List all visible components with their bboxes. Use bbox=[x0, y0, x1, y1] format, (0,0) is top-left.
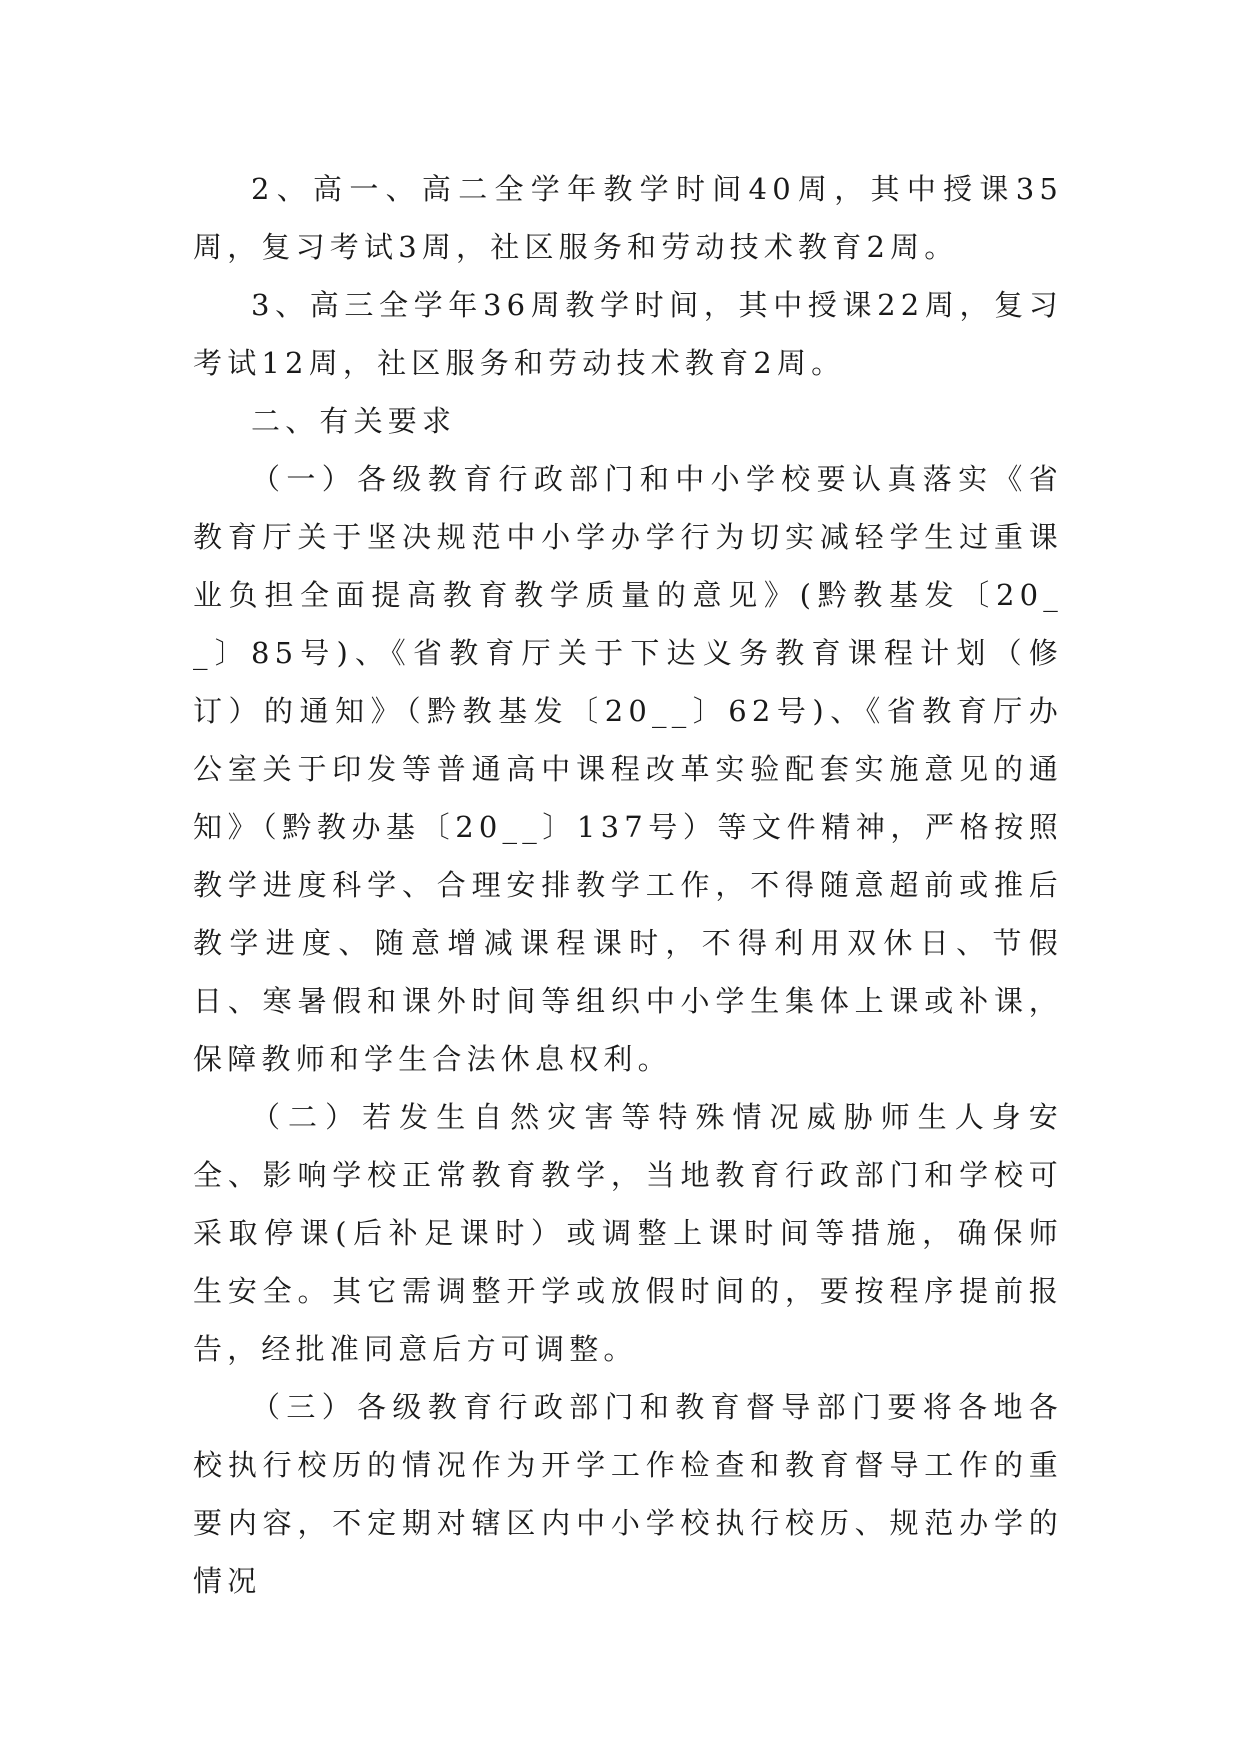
paragraph-senior-three-schedule: 3、高三全学年36周教学时间，其中授课22周，复习考试12周，社区服务和劳动技术教育2周。 bbox=[193, 288, 1063, 380]
paragraph-senior-one-two-schedule: 2、高一、高二全学年教学时间40周，其中授课35周，复习考试3周，社区服务和劳动技术教育2周。 bbox=[193, 172, 1063, 264]
section-heading-requirements: 二、有关要求 bbox=[251, 404, 457, 438]
paragraph-requirement-one: （一）各级教育行政部门和中小学校要认真落实《省教育厅关于坚决规范中小学办学行为切实减轻学生过重课业负担全面提高教育教学质量的意见》(黔教基发〔20__〕85号)、《省教育厅关于下达义务教育课程计划（修订）的通知》（黔教基发〔20__〕62号)、《省教育厅办公室关于印发等普通高中课程改革实验配套实施意见的通知》（黔教办基〔20__〕137号）等文件精神，严格按照教学进度科学、合理安排教学工作，不得随意超前或推后教学进度、随意增减课程课时，不得利用双休日、节假日、寒暑假和课外时间等组织中小学生集体上课或补课，保障教师和学生合法休息权利。 bbox=[193, 462, 1063, 1076]
paragraph-requirement-two: （二）若发生自然灾害等特殊情况威胁师生人身安全、影响学校正常教育教学，当地教育行政部门和学校可采取停课(后补足课时）或调整上课时间等措施，确保师生安全。其它需调整开学或放假时间的，要按程序提前报告，经批准同意后方可调整。 bbox=[193, 1100, 1063, 1366]
paragraph-requirement-three: （三）各级教育行政部门和教育督导部门要将各地各校执行校历的情况作为开学工作检查和教育督导工作的重要内容，不定期对辖区内中小学校执行校历、规范办学的情况 bbox=[193, 1390, 1063, 1598]
document-body bbox=[193, 160, 1063, 1610]
